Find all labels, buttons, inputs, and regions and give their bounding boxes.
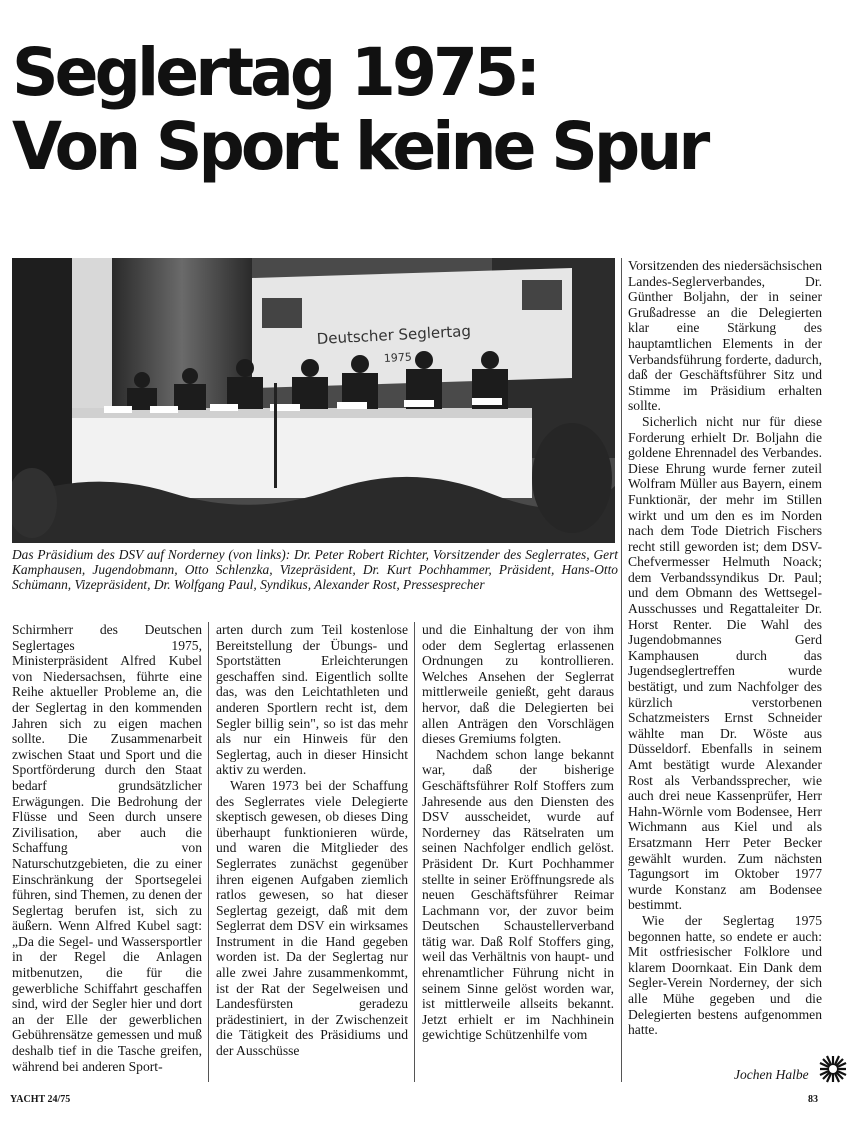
article-column-1 <box>12 622 202 1074</box>
author-byline: Jochen Halbe <box>734 1067 809 1082</box>
column-divider <box>414 622 415 1082</box>
paragraph: Nachdem schon lange bekannt war, daß der bisherige Geschäftsführer Rolf Stoffers zum Jahresende aus den Diensten des DSV ausscheidet, wurde auf Norderney das Rätselraten um seinen Nachfolger endlich gelöst. Präsident Dr. Kurt Pochhammer stellte in seiner Eröffnungsrede als neuen Geschäftsführer Reimar Lachmann vor, der zuvor beim Deutschen Schaustellerverband tätig war. Daß Rolf Stoffers ging, weil das Verhältnis von haupt- und ehrenamtlicher Führung nicht in seinem Sinne gelöst worden war, ist mittlerweile allseits bekannt. Jetzt erhielt er im Nachhinein gewichtige Schützenhilfe vom <box>422 746 614 1043</box>
paragraph: Wie der Seglertag 1975 begonnen hatte, so endete er auch: Mit ostfriesischer Folklore und klarem Doornkaat. Ein Dank dem Segler-Verein Norderney, der sich alle Mühe gegeben und die Delegierten bestens aufgenommen hatte. <box>628 912 822 1038</box>
paragraph: Vorsitzenden des niedersächsischen Landes-Seglerverbandes, Dr. Günther Boljahn, der in seiner Grußadresse an die Delegierten klar eine Stärkung des hauptamtlichen Elements in der Verbandsführung forderte, dadurch, daß der Geschäftsführer Sitz und Stimme im Präsidium erhalten sollte. <box>628 258 823 414</box>
footer-issue: YACHT 24/75 <box>10 1094 71 1105</box>
article-column-4 <box>628 258 822 1038</box>
column-divider <box>208 622 209 1082</box>
presidium-photo <box>12 258 615 543</box>
page-number: 83 <box>808 1094 818 1105</box>
paragraph: arten durch zum Teil kostenlose Bereitstellung der Übungs- und Sportstätten Erleichterungen geschaffen sind. Eigentlich sollte das, was den Leichtathleten und anderen Sportlern recht ist, dem Segler billig sein", so ist das mehr als nur ein Hinweis für den Seglertag, auch in dieser Hinsicht aktiv zu werden. <box>216 622 408 778</box>
photo-caption: Das Präsidium des DSV auf Norderney (von links): Dr. Peter Robert Richter, Vorsitzender des Seglerrates, Gert Kamphausen, Jugendobmann, Otto Schlenzka, Vizepräsident, Dr. Kurt Pochhammer, Präsident, Hans-Otto Schümann, Vizepräsident, Dr. Wolfgang Paul, Syndikus, Alexander Rost, Pressesprecher <box>12 547 618 593</box>
banner-text-2: 1975 <box>383 350 413 365</box>
banner-text-1: Deutscher Seglertag <box>316 321 472 348</box>
column-divider <box>621 258 622 1082</box>
article-column-3 <box>422 622 614 1043</box>
headline <box>12 36 835 184</box>
paragraph: Sicherlich nicht nur für diese Forderung erhielt Dr. Boljahn die goldene Ehrennadel des Verbandes. Diese Ehrung wurde ferner zuteil Wolfram Müller aus Bayern, einem Funktionär, der mehr im Stillen wirkt und um den es im Norden nach dem Tode Dietrich Fischers recht still geworden ist; dem DSV-Chefvermesser Helmuth Noack; dem Verbandssyndikus Dr. Paul; und dem Obmann des Wettsegel-Ausschusses und Regattaleiter Dr. Horst Renter. Die Wahl des Jugendobmannes Gerd Kamphausen durch das Jugendseglertreffen wurde bestätigt, und zum Nachfolger des kürzlich verstorbenen Schatzmeisters Ernst Schneider wählte man Dr. Wöste aus Düsseldorf. Ebenfalls in seinem Amt bestätigt wurde Alexander Rost als Verbandssprecher, wie auch drei neue Kassenprüfer, Herr Hahn-Wörnle vom Bodensee, Herr Wichmann aus Kiel und als Ersatzmann Herr Peter Becker gewählt wurden. Zum nächsten Tagungsort im Oktober 1977 wurde Konstanz am Bodensee bestimmt. <box>628 413 822 913</box>
paragraph: Schirmherr des Deutschen Seglertages 1975, Ministerpräsident Alfred Kubel von Niedersachsen, führte eine Reihe aktueller Probleme an, die der Seglertag in den kommenden Jahren sich zu eigen machen sollte. Die Zusammenarbeit zwischen Staat und Sport und die Sportförderung durch den Staat bedarf grundsätzlicher Erwägungen. Die Bedrohung der Flüsse und Seen durch unsere Zivilisation, aber auch die Schaffung von Naturschutzgebieten, die zu einer Einschränkung der Sportsegelei führen, sind Themen, zu denen der Seglertag berufen ist, sich zu äußern. Wenn Alfred Kubel sagt: „Da die Segel- und Wassersportler in der Regel die Anlagen mitbenutzen, die für die gewerbliche Schiffahrt geschaffen sind, wird der Segler hier und dort an der Elle der gewerblichen Gebührensätze gemessen und muß deshalb tief in die Tasche greifen, während bei anderen Sport- <box>12 622 202 1074</box>
headline-line-2: Von Sport keine Spur <box>12 108 707 185</box>
paragraph: und die Einhaltung der von ihm oder dem Seglertag erlassenen Ordnungen zu kontrollieren. Welches Ansehen der Seglerrat mittlerweile genießt, geht daraus hervor, daß die Delegierten bei allen Anträgen den Vorschlägen dieses Gremiums folgten. <box>422 622 614 747</box>
sailing-logo-icon <box>818 1054 848 1084</box>
headline-line-1: Seglertag 1975: <box>12 34 538 111</box>
paragraph: Waren 1973 bei der Schaffung des Seglerrates viele Delegierte skeptisch gewesen, ob dieses Ding überhaupt funktionieren würde, und waren die Mitglieder des Seglerrates zunächst gegenüber ihren eigenen Aufgaben ziemlich ratlos gewesen, so hat dieser Seglertag gezeigt, daß mit dem Seglerrat dem DSV ein wirksames Instrument in die Hand gegeben worden ist. Da der Seglertag nur alle zwei Jahre zusammenkommt, ist der Rat der Segelweisen und Landesfürsten geradezu prädestiniert, in der Zwischenzeit die Tätigkeit des Präsidiums und der Ausschüsse <box>216 777 408 1059</box>
article-column-2 <box>216 622 408 1059</box>
